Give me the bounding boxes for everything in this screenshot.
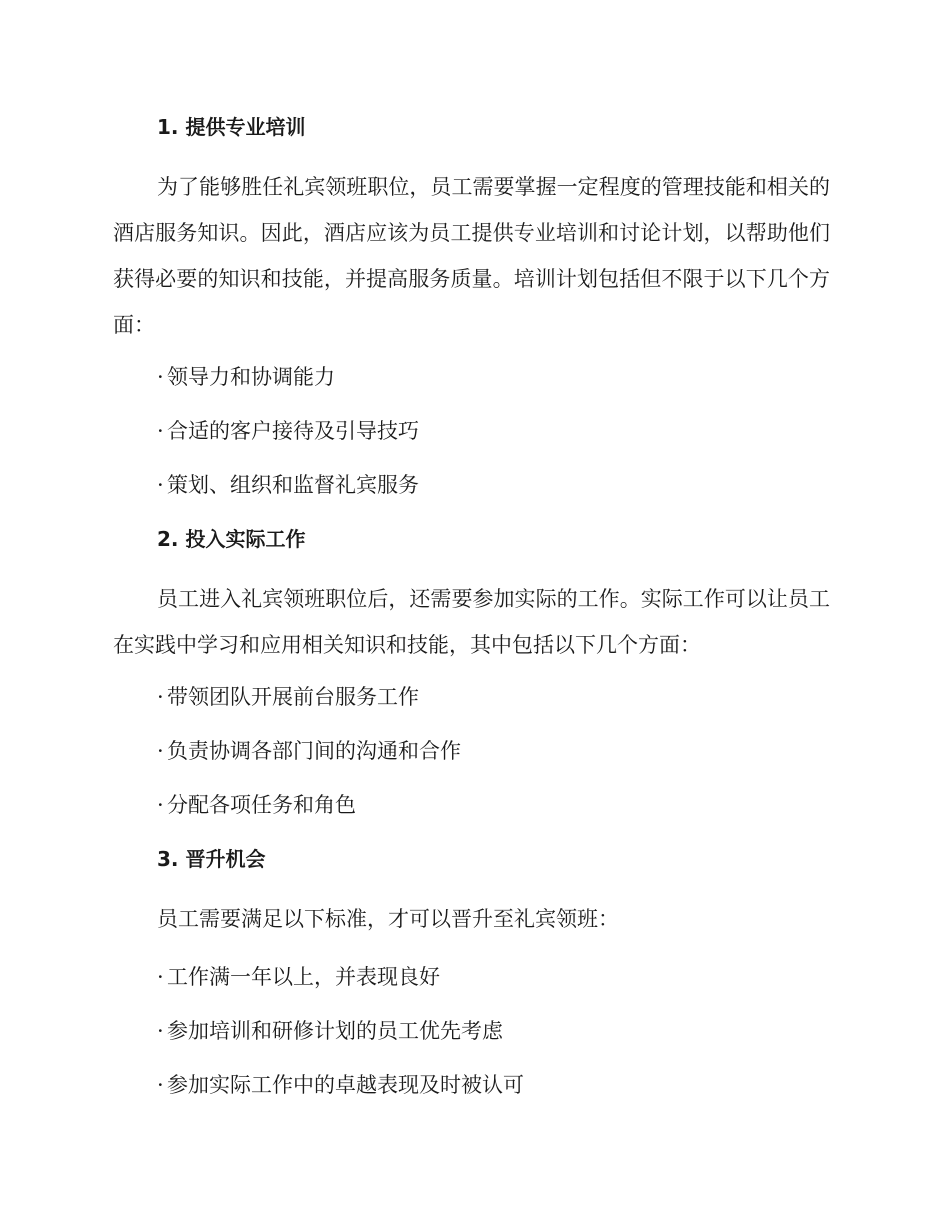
- section-heading: 3. 晋升机会: [157, 847, 266, 871]
- section-paragraph: 为了能够胜任礼宾领班职位，员工需要掌握一定程度的管理技能和相关的酒店服务知识。因此，酒店应该为员工提供专业培训和讨论计划，以帮助他们获得必要的知识和技能，并提高服务质量。培训计划包括但不限于以下几个方面：: [113, 175, 830, 337]
- bullet-text: 带领团队开展前台服务工作: [167, 685, 419, 709]
- bullet-text: 参加实际工作中的卓越表现及时被认可: [167, 1073, 524, 1097]
- bullet-item: [113, 960, 830, 994]
- bullet-text: 负责协调各部门间的沟通和合作: [167, 739, 461, 763]
- section-1: [113, 110, 830, 502]
- bullet-dot: ·: [157, 739, 164, 763]
- bullet-dot: ·: [157, 473, 164, 497]
- bullet-dot: ·: [157, 1019, 164, 1043]
- section-heading: 1. 提供专业培训: [157, 115, 306, 139]
- bullet-item: [113, 788, 830, 822]
- section-2: [113, 522, 830, 822]
- bullet-dot: ·: [157, 685, 164, 709]
- bullet-dot: ·: [157, 1073, 164, 1097]
- bullet-item: [113, 1014, 830, 1048]
- bullet-item: [113, 414, 830, 448]
- bullet-dot: ·: [157, 965, 164, 989]
- bullet-item: [113, 360, 830, 394]
- bullet-text: 分配各项任务和角色: [167, 793, 356, 817]
- bullet-dot: ·: [157, 365, 164, 389]
- bullet-dot: ·: [157, 419, 164, 443]
- bullet-item: [113, 734, 830, 768]
- section-paragraph: 员工需要满足以下标准，才可以晋升至礼宾领班：: [157, 907, 619, 931]
- section-3: [113, 842, 830, 1102]
- bullet-dot: ·: [157, 793, 164, 817]
- bullet-text: 工作满一年以上，并表现良好: [167, 965, 440, 989]
- section-heading: 2. 投入实际工作: [157, 527, 306, 551]
- bullet-text: 策划、组织和监督礼宾服务: [167, 473, 419, 497]
- bullet-item: [113, 680, 830, 714]
- bullet-text: 领导力和协调能力: [167, 365, 335, 389]
- bullet-item: [113, 468, 830, 502]
- section-paragraph: 员工进入礼宾领班职位后，还需要参加实际的工作。实际工作可以让员工在实践中学习和应用相关知识和技能，其中包括以下几个方面：: [113, 587, 830, 657]
- bullet-item: [113, 1068, 830, 1102]
- bullet-text: 参加培训和研修计划的员工优先考虑: [167, 1019, 503, 1043]
- bullet-text: 合适的客户接待及引导技巧: [167, 419, 419, 443]
